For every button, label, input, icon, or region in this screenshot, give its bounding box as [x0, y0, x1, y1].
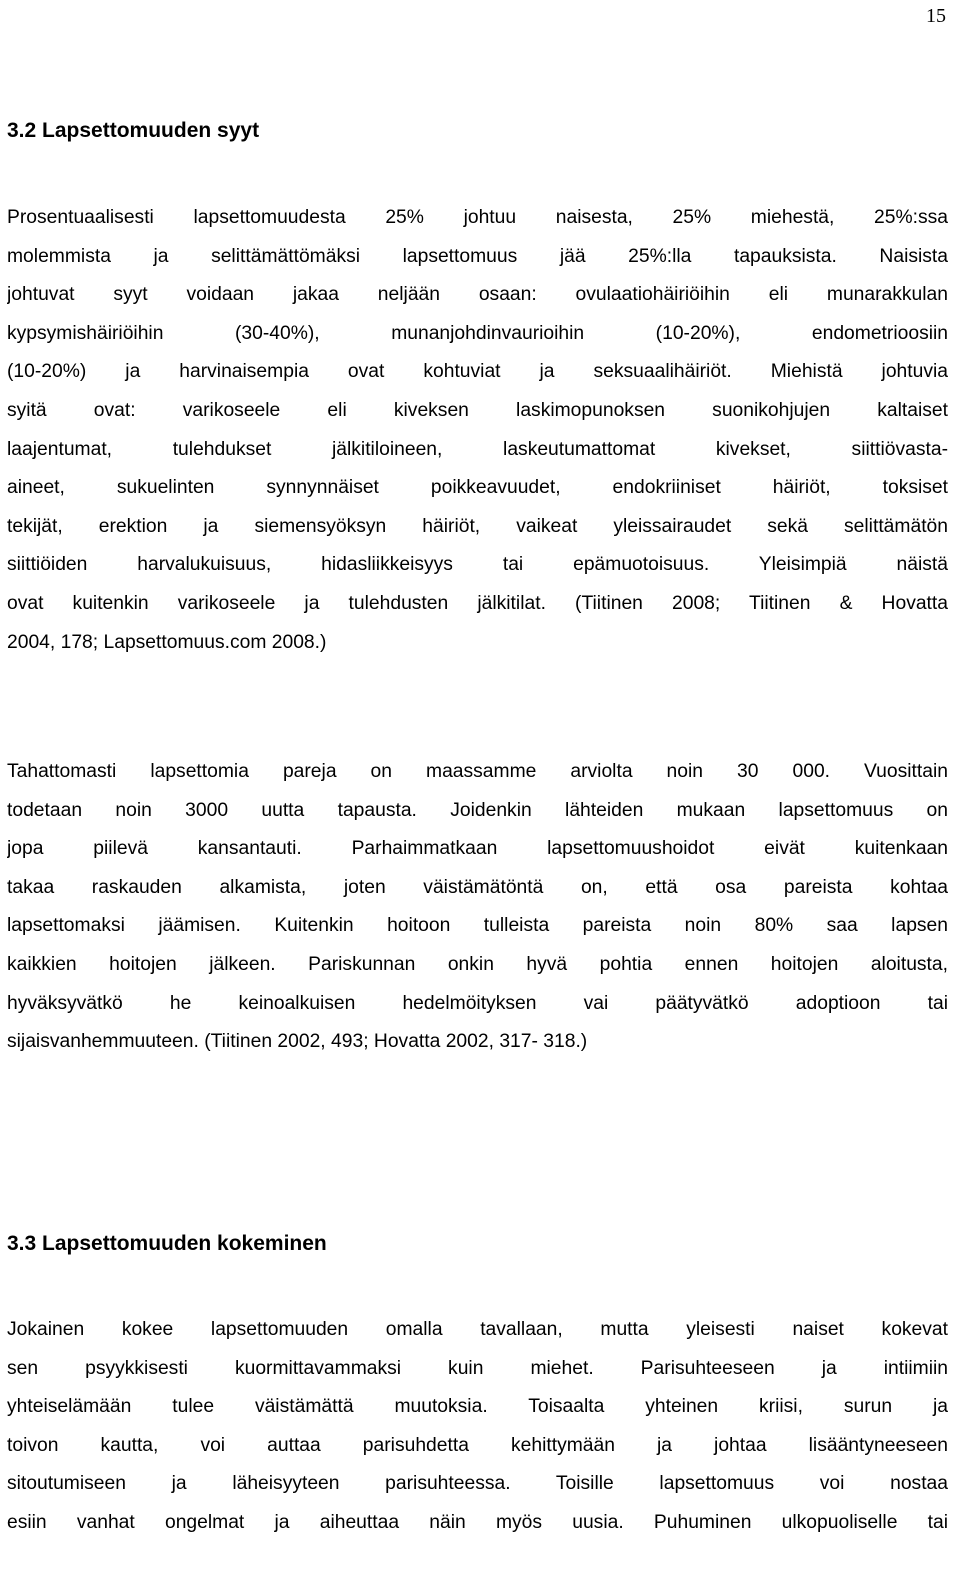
paragraph-experience — [7, 1311, 948, 1543]
text-line: laajentumat, tulehdukset jälkitiloineen, laskeutumattomat kivekset, siittiövasta- — [7, 438, 948, 460]
text-line: ovat kuitenkin varikoseele ja tulehdusten jälkitilat. (Tiitinen 2008; Tiitinen & Hovatta — [7, 592, 948, 614]
text-line: toivon kautta, voi auttaa parisuhdetta kehittymään ja johtaa lisääntyneeseen — [7, 1434, 948, 1456]
text-line: Tahattomasti lapsettomia pareja on maassamme arviolta noin 30 000. Vuosittain — [7, 761, 948, 782]
page-number: 15 — [926, 5, 946, 27]
section-heading-3-2: 3.2 Lapsettomuuden syyt — [7, 119, 260, 142]
text-line: (10-20%) ja harvinaisempia ovat kohtuviat ja seksuaalihäiriöt. Miehistä johtuvia — [7, 361, 948, 383]
text-line: molemmista ja selittämättömäksi lapsettomuus jää 25%:lla tapauksista. Naisista — [7, 245, 948, 267]
text-line: sitoutumiseen ja läheisyyteen parisuhteessa. Toisille lapsettomuus voi nostaa — [7, 1473, 948, 1495]
text-line: 2004, 178; Lapsettomuus.com 2008.) — [7, 631, 327, 653]
section-heading-3-3: 3.3 Lapsettomuuden kokeminen — [7, 1232, 327, 1255]
text-line: syitä ovat: varikoseele eli kiveksen laskimopunoksen suonikohjujen kaltaiset — [7, 399, 948, 421]
text-line: Prosentuaalisesti lapsettomuudesta 25% johtuu naisesta, 25% miehestä, 25%:ssa — [7, 207, 948, 228]
text-line: Jokainen kokee lapsettomuuden omalla tavallaan, mutta yleisesti naiset kokevat — [7, 1319, 948, 1340]
text-line: takaa raskauden alkamista, joten väistämätöntä on, että osa pareista kohtaa — [7, 876, 948, 898]
text-line: kypsymishäiriöihin (30-40%), munanjohdinvaurioihin (10-20%), endometrioosiin — [7, 322, 948, 344]
text-line: siittiöiden harvalukuisuus, hidasliikkeisyys tai epämuotoisuus. Yleisimpiä näistä — [7, 554, 948, 576]
text-line: hyväksyvätkö he keinoalkuisen hedelmöityksen vai päätyvätkö adoptioon tai — [7, 992, 948, 1014]
text-line: todetaan noin 3000 uutta tapausta. Joidenkin lähteiden mukaan lapsettomuus on — [7, 799, 948, 821]
text-line: sijaisvanhemmuuteen. (Tiitinen 2002, 493; Hovatta 2002, 317- 318.) — [7, 1031, 588, 1053]
text-line: kaikkien hoitojen jälkeen. Pariskunnan onkin hyvä pohtia ennen hoitojen aloitusta, — [7, 953, 948, 975]
paragraph-causes — [7, 199, 948, 662]
text-line: yhteiselämään tulee väistämättä muutoksia. Toisaalta yhteinen kriisi, surun ja — [7, 1396, 948, 1418]
paragraph-prevalence — [7, 753, 948, 1062]
text-line: jopa piilevä kansantauti. Parhaimmatkaan lapsettomuushoidot eivät kuitenkaan — [7, 838, 948, 860]
text-line: tekijät, erektion ja siemensyöksyn häiriöt, vaikeat yleissairaudet sekä selittämätön — [7, 515, 948, 537]
text-line: lapsettomaksi jäämisen. Kuitenkin hoitoon tulleista pareista noin 80% saa lapsen — [7, 915, 948, 937]
text-line: sen psyykkisesti kuormittavammaksi kuin miehet. Parisuhteeseen ja intiimiin — [7, 1357, 948, 1379]
text-line: johtuvat syyt voidaan jakaa neljään osaan: ovulaatiohäiriöihin eli munarakkulan — [7, 284, 948, 306]
text-line: aineet, sukuelinten synnynnäiset poikkeavuudet, endokriiniset häiriöt, toksiset — [7, 477, 948, 499]
text-line: esiin vanhat ongelmat ja aiheuttaa näin myös uusia. Puhuminen ulkopuoliselle tai — [7, 1511, 948, 1533]
